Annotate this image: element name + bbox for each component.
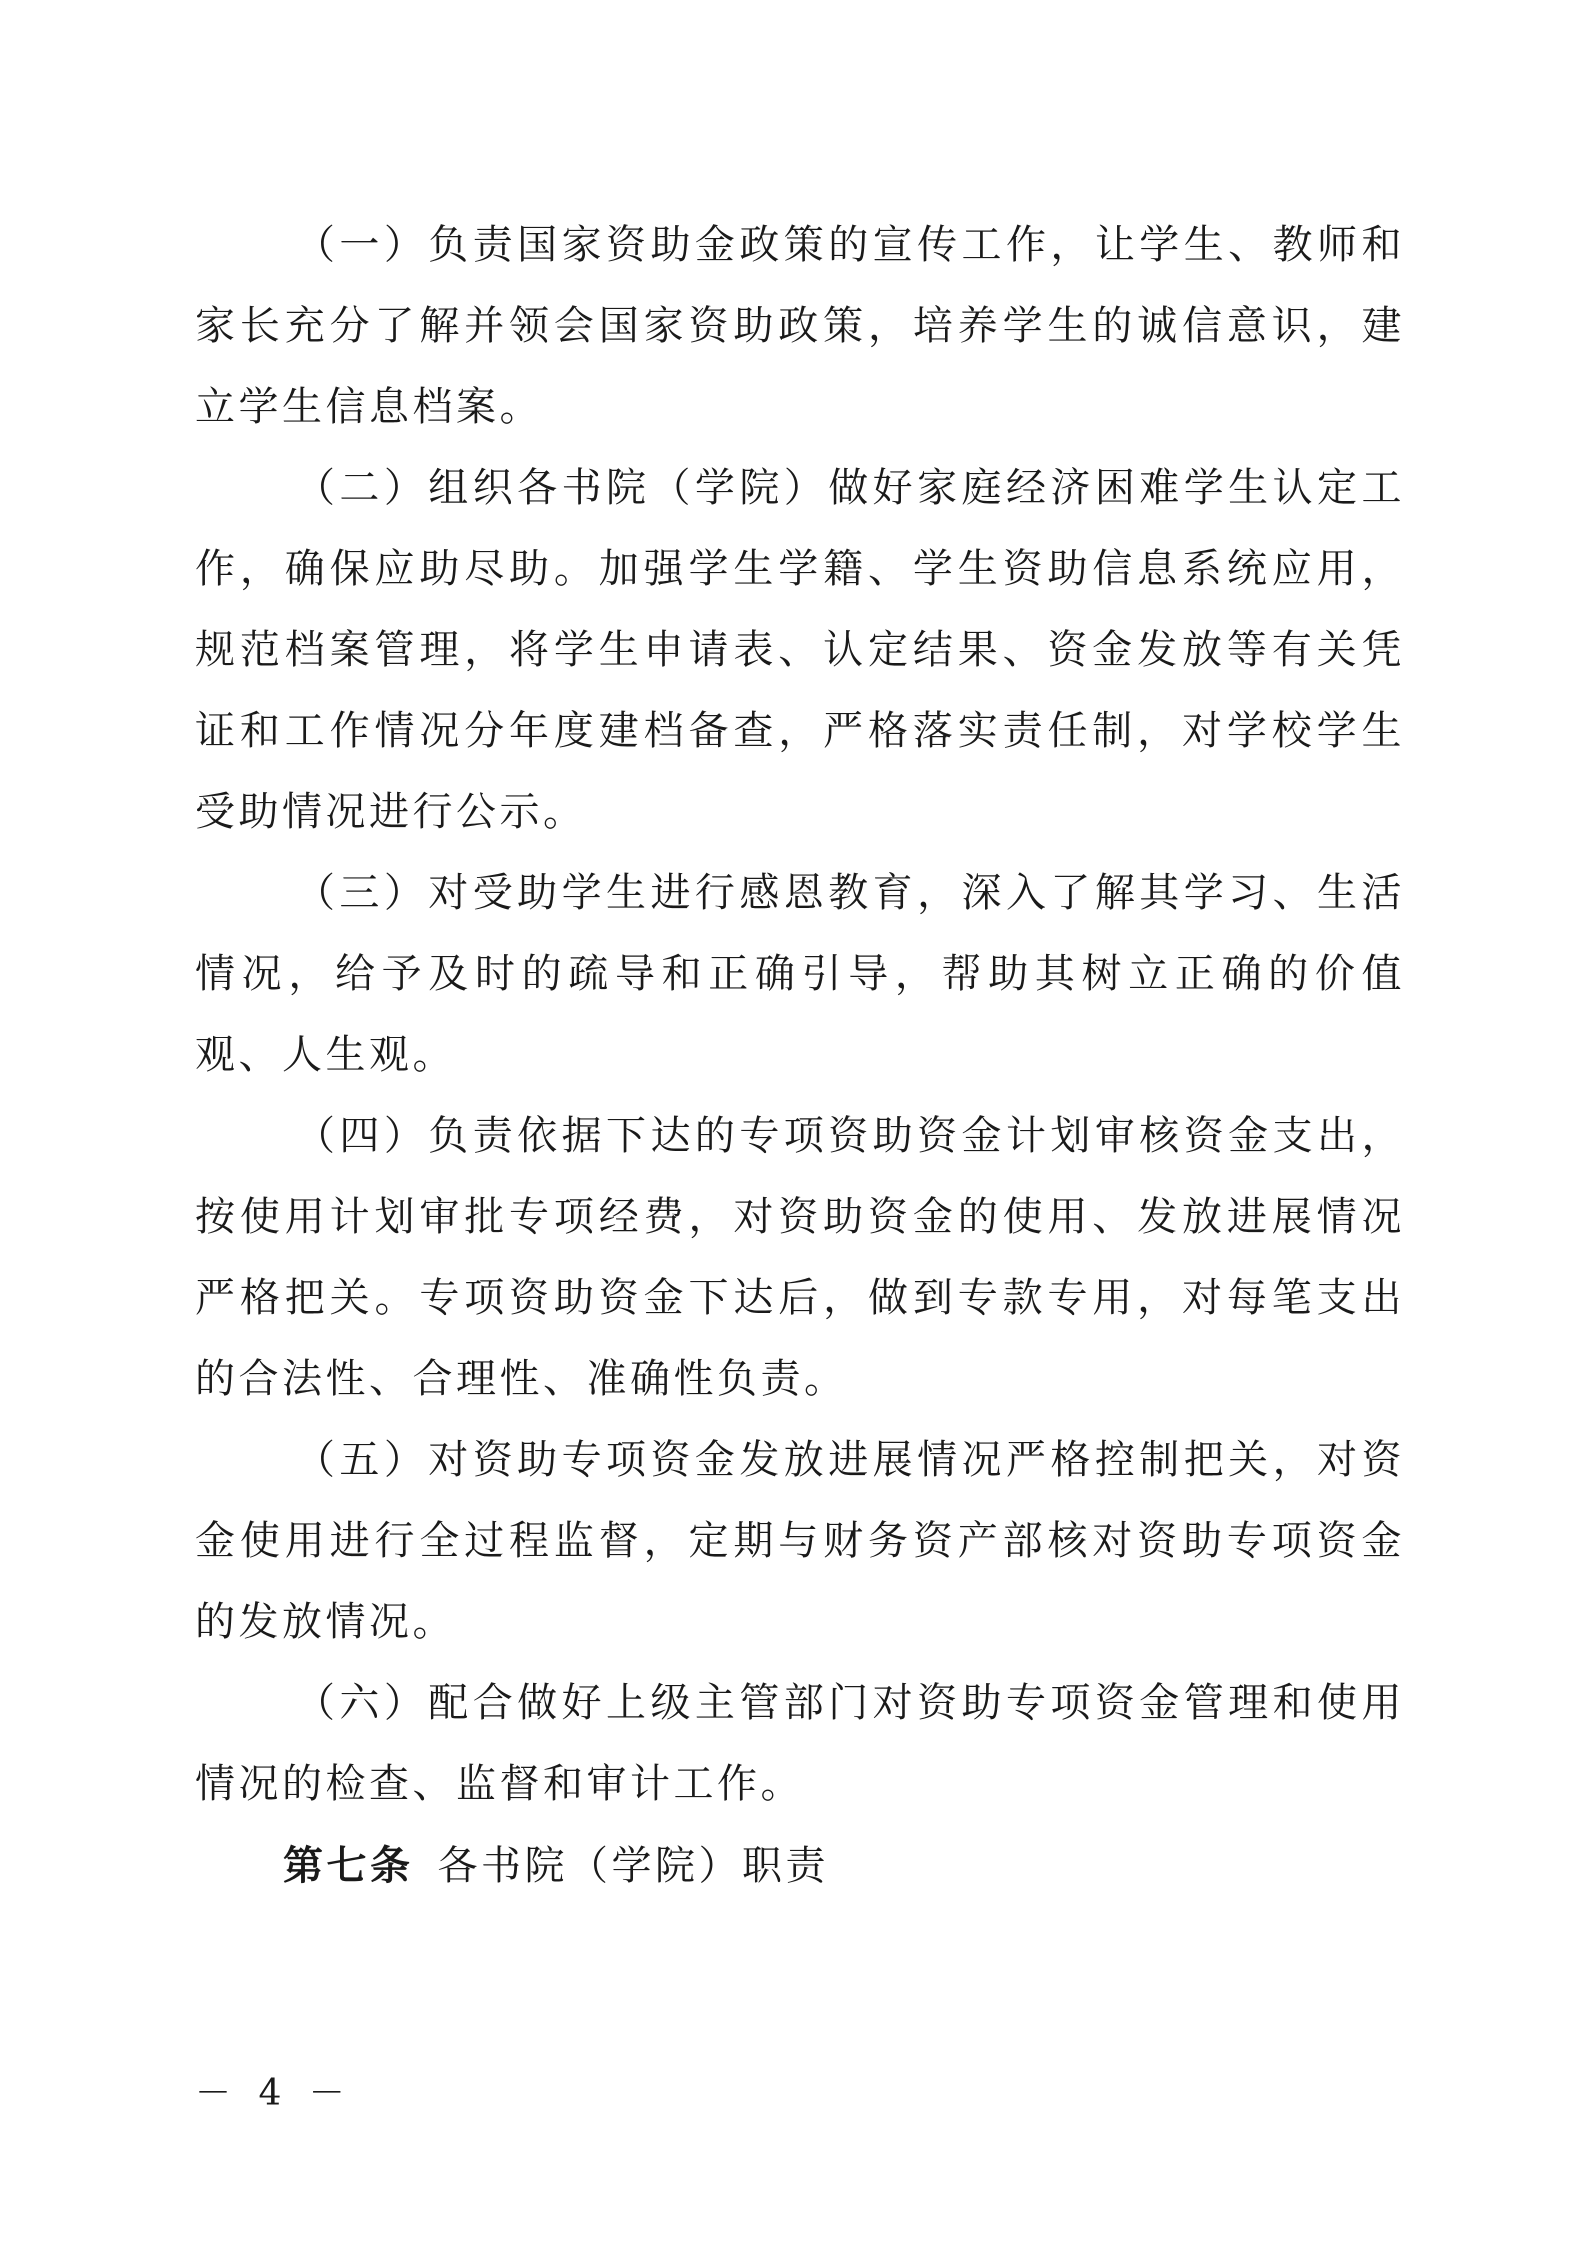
article-number: 第七条 — [283, 1842, 414, 1889]
article-title: 各书院（学院）职责 — [437, 1843, 829, 1889]
article-heading — [195, 1825, 1405, 1907]
document-body — [195, 205, 1405, 1907]
paragraph-3: （三）对受助学生进行感恩教育，深入了解其学习、生活情况，给予及时的疏导和正确引导，帮助其树立正确的价值观、人生观。 — [195, 870, 1405, 1078]
paragraph-1: （一）负责国家资助金政策的宣传工作，让学生、教师和家长充分了解并领会国家资助政策，培养学生的诚信意识，建立学生信息档案。 — [195, 222, 1405, 430]
paragraph-5: （五）对资助专项资金发放进展情况严格控制把关，对资金使用进行全过程监督，定期与财务资产部核对资助专项资金的发放情况。 — [195, 1437, 1405, 1645]
paragraph-6: （六）配合做好上级主管部门对资助专项资金管理和使用情况的检查、监督和审计工作。 — [195, 1680, 1405, 1807]
paragraph-4: （四）负责依据下达的专项资助资金计划审核资金支出，按使用计划审批专项经费，对资助资金的使用、发放进展情况严格把关。专项资助资金下达后，做到专款专用，对每笔支出的合法性、合理性、准确性负责。 — [195, 1113, 1405, 1402]
page-number: － 4 － — [195, 2073, 353, 2114]
paragraph-2: （二）组织各书院（学院）做好家庭经济困难学生认定工作，确保应助尽助。加强学生学籍、学生资助信息系统应用，规范档案管理，将学生申请表、认定结果、资金发放等有关凭证和工作情况分年度建档备查，严格落实责任制，对学校学生受助情况进行公示。 — [195, 465, 1405, 835]
